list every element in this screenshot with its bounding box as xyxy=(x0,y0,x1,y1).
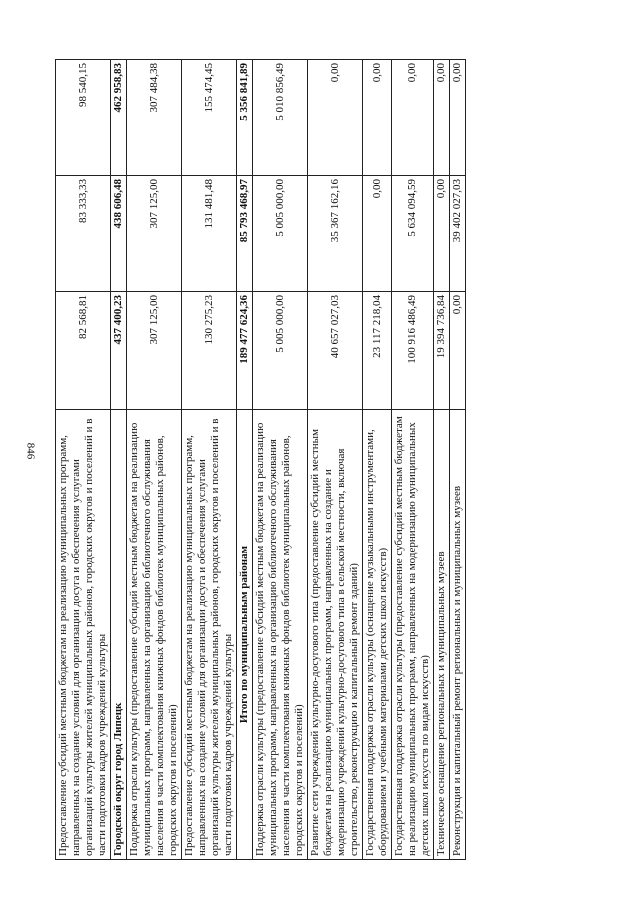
value-year-1: 307 125,00 xyxy=(127,292,182,410)
value-year-2: 0,00 xyxy=(363,176,392,292)
value-year-1: 40 657 027,03 xyxy=(308,292,363,410)
row-description: Техническое оснащение региональных и муниципальных музеев xyxy=(434,410,450,860)
value-year-1: 82 568,81 xyxy=(56,292,111,410)
row-description: Итого по муниципальным районам xyxy=(237,410,253,860)
value-year-3: 307 484,38 xyxy=(127,60,182,176)
value-year-3: 0,00 xyxy=(363,60,392,176)
value-year-3: 155 474,45 xyxy=(182,60,237,176)
value-year-2: 39 402 027,03 xyxy=(450,176,466,292)
table-row xyxy=(111,60,127,860)
value-year-1: 0,00 xyxy=(450,292,466,410)
table-body xyxy=(56,60,466,860)
row-description: Развитие сети учреждений культурно-досугового типа (предоставление субсидий местным бюджетам на реализацию муниципальных программ, направленных на создание и модернизацию учреждений культурно-досугового типа в сельской местности, включая строительство, реконструкцию и капитальный ремонт зданий) xyxy=(308,410,363,860)
budget-table xyxy=(55,59,466,860)
value-year-3: 98 540,15 xyxy=(56,60,111,176)
value-year-2: 307 125,00 xyxy=(127,176,182,292)
value-year-1: 100 916 486,49 xyxy=(392,292,434,410)
row-description: Поддержка отрасли культуры (предоставление субсидий местным бюджетам на реализацию муниципальных программ, направленных на организацию библиотечного обслуживания населения в части комплектования книжных фондов библиотек муниципальных районов, городских округов и поселений) xyxy=(127,410,182,860)
value-year-1: 5 005 000,00 xyxy=(253,292,308,410)
value-year-2: 131 481,48 xyxy=(182,176,237,292)
row-description: Государственная поддержка отрасли культуры (предоставление субсидий местным бюджетам на реализацию муниципальных программ, направленных на модернизацию муниципальных детских школ искусств по видам искусств) xyxy=(392,410,434,860)
table-row xyxy=(363,60,392,860)
value-year-3: 462 958,83 xyxy=(111,60,127,176)
row-description: Предоставление субсидий местным бюджетам на реализацию муниципальных программ, направленных на создание условий для организации досуга и обеспечения услугами организаций культуры жителей муниципальных районов, городских округов и поселений и в части подготовки кадров учреждений культуры xyxy=(56,410,111,860)
budget-table-rotated xyxy=(55,60,580,860)
value-year-2: 83 333,33 xyxy=(56,176,111,292)
value-year-2: 5 634 094,59 xyxy=(392,176,434,292)
value-year-1: 437 400,23 xyxy=(111,292,127,410)
row-description: Реконструкция и капитальный ремонт региональных и муниципальных музеев xyxy=(450,410,466,860)
value-year-3: 0,00 xyxy=(308,60,363,176)
table-row xyxy=(308,60,363,860)
table-row xyxy=(182,60,237,860)
table-row xyxy=(237,60,253,860)
value-year-3: 0,00 xyxy=(392,60,434,176)
value-year-3: 0,00 xyxy=(450,60,466,176)
value-year-1: 19 394 736,84 xyxy=(434,292,450,410)
value-year-2: 0,00 xyxy=(434,176,450,292)
value-year-2: 35 367 162,16 xyxy=(308,176,363,292)
value-year-2: 438 606,48 xyxy=(111,176,127,292)
value-year-2: 5 005 000,00 xyxy=(253,176,308,292)
row-description: Государственная поддержка отрасли культуры (оснащение музыкальными инструментами, оборудованием и учебными материалами детских школ искусств) xyxy=(363,410,392,860)
table-row xyxy=(253,60,308,860)
value-year-1: 130 275,23 xyxy=(182,292,237,410)
row-description: Предоставление субсидий местным бюджетам на реализацию муниципальных программ, направленных на создание условий для организации досуга и обеспечения услугами организаций культуры жителей муниципальных районов, городских округов и поселений и в части подготовки кадров учреждений культуры xyxy=(182,410,237,860)
table-row xyxy=(127,60,182,860)
value-year-3: 5 356 841,89 xyxy=(237,60,253,176)
value-year-1: 23 117 218,04 xyxy=(363,292,392,410)
row-description: Поддержка отрасли культуры (предоставление субсидий местным бюджетам на реализацию муниципальных программ, направленных на организацию библиотечного обслуживания населения в части комплектования книжных фондов библиотек муниципальных районов, городских округов и поселений) xyxy=(253,410,308,860)
value-year-1: 189 477 624,36 xyxy=(237,292,253,410)
value-year-3: 5 010 856,49 xyxy=(253,60,308,176)
row-description: Городской округ город Липецк xyxy=(111,410,127,860)
value-year-3: 0,00 xyxy=(434,60,450,176)
table-row xyxy=(450,60,466,860)
table-row xyxy=(434,60,450,860)
value-year-2: 85 793 468,97 xyxy=(237,176,253,292)
table-row xyxy=(392,60,434,860)
table-row xyxy=(56,60,111,860)
page-number: 846 xyxy=(24,442,37,460)
